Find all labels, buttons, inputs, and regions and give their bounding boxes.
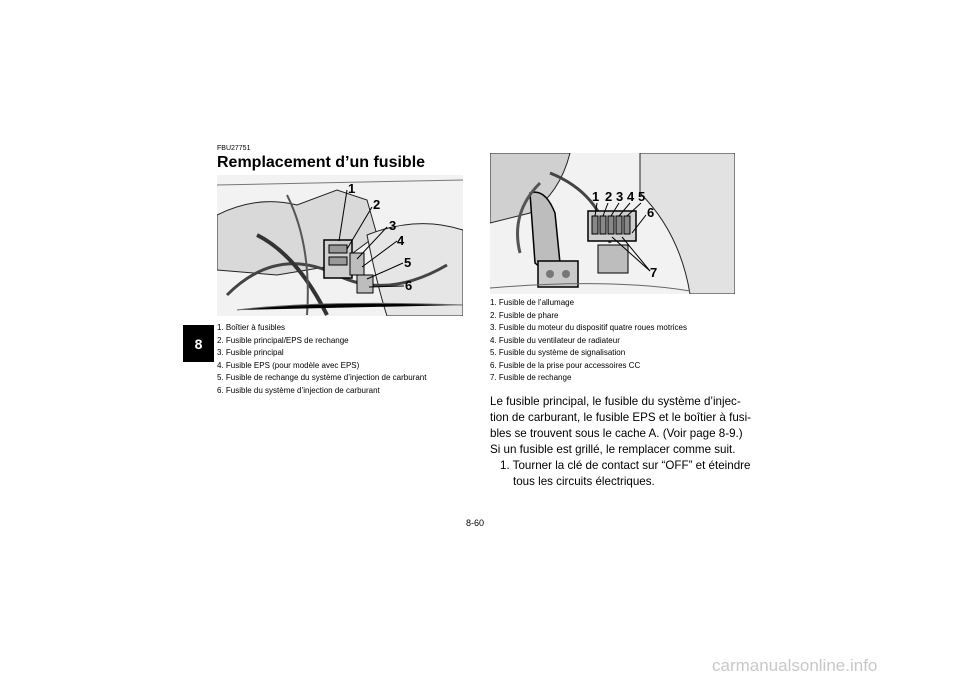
left-legend	[217, 322, 426, 397]
section-tab: 8	[183, 325, 214, 362]
body-line: bles se trouvent sous le cache A. (Voir page 8-9.)	[490, 427, 743, 440]
fuse-box-illustration	[217, 175, 463, 316]
document-code: FBU27751	[217, 145, 251, 152]
body-line: Si un fusible est grillé, le remplacer comme suit.	[490, 443, 736, 456]
page-number: 8-60	[466, 518, 485, 528]
legend-item: 2. Fusible principal/EPS de rechange	[217, 335, 349, 345]
fuse-panel-illustration	[490, 153, 735, 294]
legend-item: 3. Fusible du moteur du dispositif quatre roues motrices	[490, 323, 687, 332]
callout-3: 3	[616, 189, 624, 204]
step-1: 1. Tourner la clé de contact sur “OFF” et éteindre	[500, 459, 751, 472]
page-title: Remplacement d’un fusible	[217, 154, 426, 171]
legend-item: 2. Fusible de phare	[490, 310, 559, 320]
callout-2: 2	[605, 189, 613, 204]
callout-6: 6	[647, 205, 655, 220]
callout-4: 4	[397, 233, 405, 248]
legend-item: 6. Fusible du système d’injection de carburant	[217, 385, 380, 395]
watermark[interactable]: carmanualsonline.info	[712, 656, 878, 675]
legend-item: 5. Fusible de rechange du système d’injection de carburant	[217, 373, 427, 382]
legend-item: 4. Fusible EPS (pour modèle avec EPS)	[217, 360, 360, 370]
legend-item: 7. Fusible de rechange	[490, 373, 572, 382]
body-text	[490, 394, 752, 490]
legend-item: 6. Fusible de la prise pour accessoires CC	[490, 360, 641, 370]
callout-4: 4	[627, 189, 635, 204]
callout-1: 1	[348, 181, 356, 196]
callout-1: 1	[592, 189, 600, 204]
legend-item: 5. Fusible du système de signalisation	[490, 348, 626, 357]
legend-item: 4. Fusible du ventilateur de radiateur	[490, 335, 620, 345]
legend-item: 3. Fusible principal	[217, 348, 284, 357]
callout-7: 7	[650, 265, 658, 280]
callout-5: 5	[638, 189, 646, 204]
body-line: tion de carburant, le fusible EPS et le boîtier à fusi-	[490, 411, 752, 424]
legend-item: 1. Boîtier à fusibles	[217, 323, 286, 332]
right-legend	[490, 297, 687, 385]
callout-6: 6	[405, 278, 413, 293]
callout-5: 5	[404, 255, 412, 270]
step-1-continued: tous les circuits électriques.	[513, 475, 655, 488]
callout-2: 2	[373, 197, 381, 212]
body-line: Le fusible principal, le fusible du système d’injec-	[490, 395, 741, 408]
legend-item: 1. Fusible de l’allumage	[490, 298, 575, 307]
callout-3: 3	[389, 218, 397, 233]
